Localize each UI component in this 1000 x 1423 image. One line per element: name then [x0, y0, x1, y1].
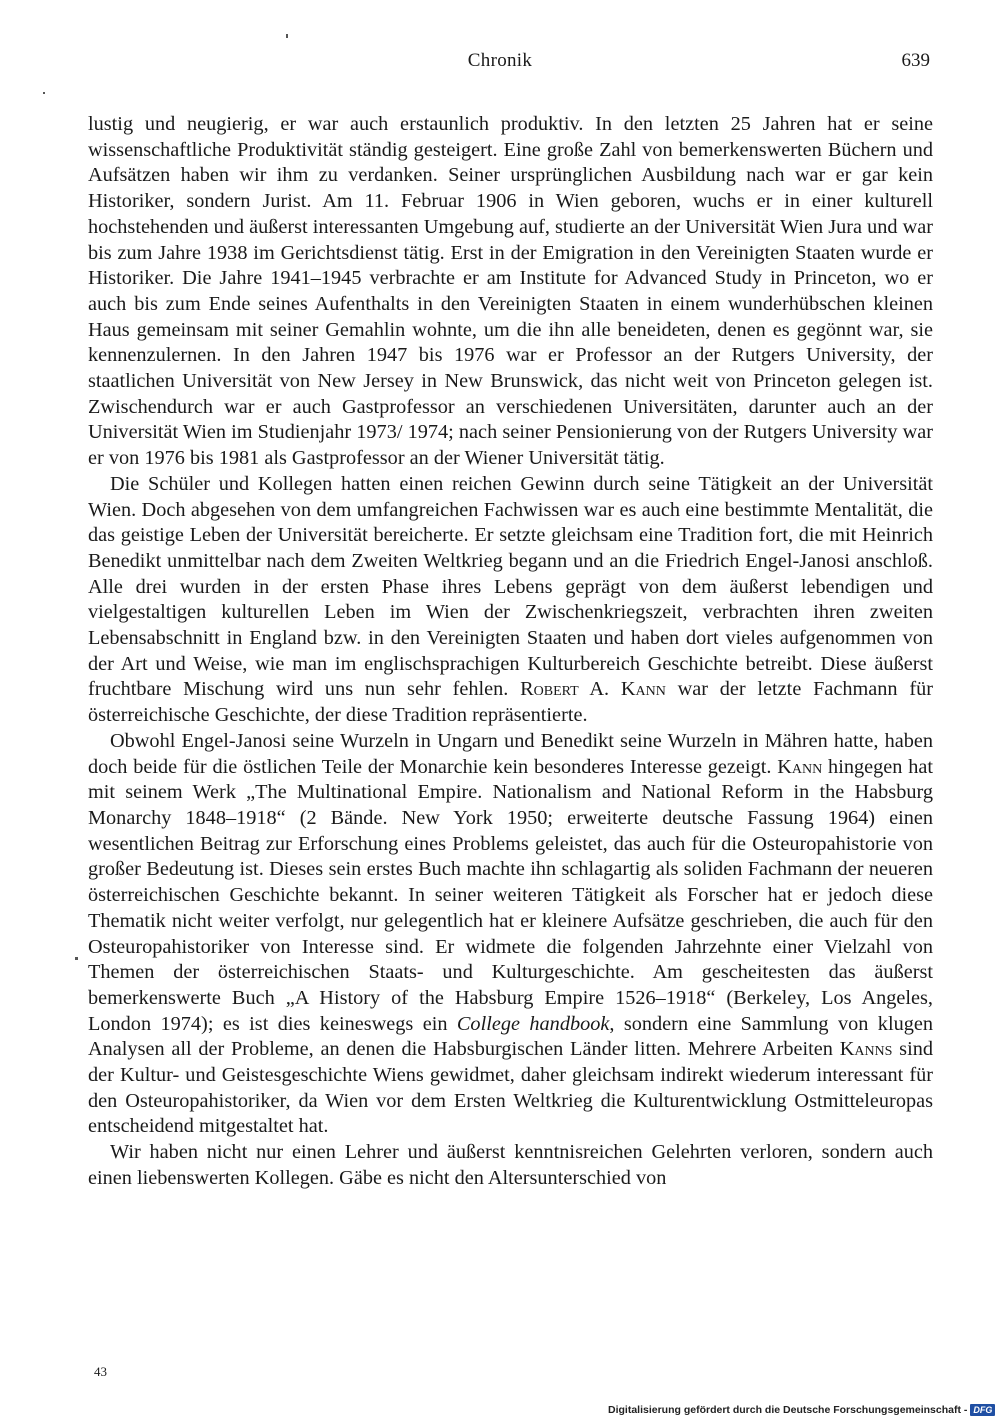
small-caps-name: Robert A. Kann — [520, 678, 666, 701]
digitization-credit — [608, 1404, 995, 1416]
small-caps-name: Kanns — [839, 1038, 893, 1061]
text-run: , sondern eine Sammlung von klugen Analysen all der Probleme, an denen die Habsburgischen Länder litten. Mehrere Arbeiten — [88, 1012, 934, 1061]
text-run: Wir haben nicht nur einen Lehrer und äußerst kenntnisreichen Gelehrten verloren, sondern auch einen liebenswerten Kollegen. Gäbe es nicht den Altersunterschied von — [88, 1141, 933, 1189]
digitization-note: Digitalisierung gefördert durch die Deutsche Forschungsgemeinschaft - — [608, 1404, 968, 1416]
running-header-title: Chronik — [467, 50, 533, 71]
italic-phrase: College handbook — [456, 1012, 610, 1035]
scan-speck — [286, 34, 288, 38]
scan-speck — [75, 957, 78, 960]
text-run: lustig und neugierig, er war auch erstaunlich produktiv. In den letzten 25 Jahren hat er seine wissenschaftliche Produktivität ständig gesteigert. Eine große Zahl von bemerkenswerten Büchern und Aufsätzen haben wir ihm zu verdanken. Seiner ursprünglichen Ausbildung nach war er gar kein Historiker, sondern Jurist. Am 11. Februar 1906 in Wien geboren, wuchs er in einer kulturell hochstehenden und äußerst interessanten Umgebung auf, studierte an der Universität Wien Jura und war bis zum Jahre 1938 im Gerichtsdienst tätig. Erst in der Emigration in den Vereinigten Staaten wurde er Historiker. Die Jahre 1941–1945 verbrachte er am Institute for Advanced Study in Princeton, wo er auch bis zum Ende seines Aufenthalts in den Vereinigten Staaten in einem wunderhübschen kleinen Haus gemeinsam mit seiner Gemahlin wohnte, um die ihn alle beneideten, denen es gegönnt war, sie kennenzulernen. In den Jahren 1947 bis 1976 war er Professor an der Rutgers University, der staatlichen Universität von New Jersey in New Brunswick, das nicht weit von Princeton gelegen ist. Zwischendurch war er auch Gastprofessor an verschiedenen Universitäten, darunter auch an der Universität Wien im Studienjahr 1973/ 1974; nach seiner Pensionierung von der Rutgers University war er von 1976 bis 1981 als Gastprofessor an der Wiener Universität tätig. — [88, 113, 933, 470]
dfg-logo-icon: DFG — [970, 1404, 995, 1416]
paragraph-2 — [88, 472, 933, 729]
text-run: Obwohl Engel-Janosi seine Wurzeln in Ungarn und Benedikt seine Wurzeln in Mähren hatte, haben doch beide für die östlichen Teile der Monarchie kein besonderes Interesse gezeigt. — [88, 729, 933, 778]
paragraph-4 — [88, 1140, 933, 1191]
printer-signature-mark: 43 — [94, 1364, 107, 1379]
page-number: 639 — [901, 50, 930, 71]
article-body — [88, 112, 933, 1192]
paragraph-3 — [88, 729, 933, 1140]
text-run: Die Schüler und Kollegen hatten einen reichen Gewinn durch seine Tätigkeit an der Universität Wien. Doch abgesehen von dem umfangreichen Fachwissen war es auch eine bestimmte Mentalität, die das geistige Leben der Universität bereicherte. Er setzte gleichsam eine Tradition fort, die mit Heinrich Benedikt unmittelbar nach dem Zweiten Weltkrieg begann und an die Friedrich Engel-Janosi anschloß. Alle drei wurden in der ersten Phase ihres Lebens geprägt von dem äußerst lebendigen und vielgestaltigen kulturellen Leben im Wien der Zwischenkriegszeit, verbrachten ihren zweiten Lebensabschnitt in England bzw. in den Vereinigten Staaten und haben dort vieles aufgenommen von der Art und Weise, wie man im englischsprachigen Kulturbereich Geschichte betreibt. Diese äußerst fruchtbare Mischung wird uns nun sehr fehlen. — [88, 472, 933, 701]
text-run: hingegen hat mit seinem Werk „The Multinational Empire. Nationalism and National Reform in the Habsburg Monarchy 1848–1918“ (2 Bände. New York 1950; erweiterte deutsche Fassung 1964) einen wesentlichen Beitrag zur Erforschung eines Problems geleistet, das auch für die Osteuropahistorie von großer Bedeutung ist. Dieses sein erstes Buch machte ihn schlagartig als soliden Fachmann der neueren österreichischen Geschichte bekannt. In seiner weiteren Tätigkeit als Forscher hat er jedoch diese Thematik nicht weiter verfolgt, nur gelegentlich hat er kleinere Aufsätze geschrieben, die auch für den Osteuropahistoriker von Interesse sind. Er widmete die folgenden Jahrzehnte einer Vielzahl von Themen der österreichischen Staats- und Kulturgeschichte. Am gescheitesten das äußerst bemerkenswerte Buch „A History of the Habsburg Empire 1526–1918“ (Berkeley, Los Angeles, London 1974); es ist dies keineswegs ein — [88, 755, 934, 1035]
scan-speck — [43, 92, 45, 94]
paragraph-1 — [88, 112, 933, 472]
small-caps-name: Kann — [777, 755, 823, 778]
text-run: war der letzte Fachmann für österreichische Geschichte, der diese Tradition repräsentierte. — [88, 678, 933, 727]
text-run: sind der Kultur- und Geistesgeschichte Wiens gewidmet, daher gleichsam indirekt wiederum interessant für den Osteuropahistoriker, da Wien vor dem Ersten Weltkrieg die Kulturentwicklung Ostmitteleuropas entscheidend mitgestaltet hat. — [88, 1038, 933, 1138]
